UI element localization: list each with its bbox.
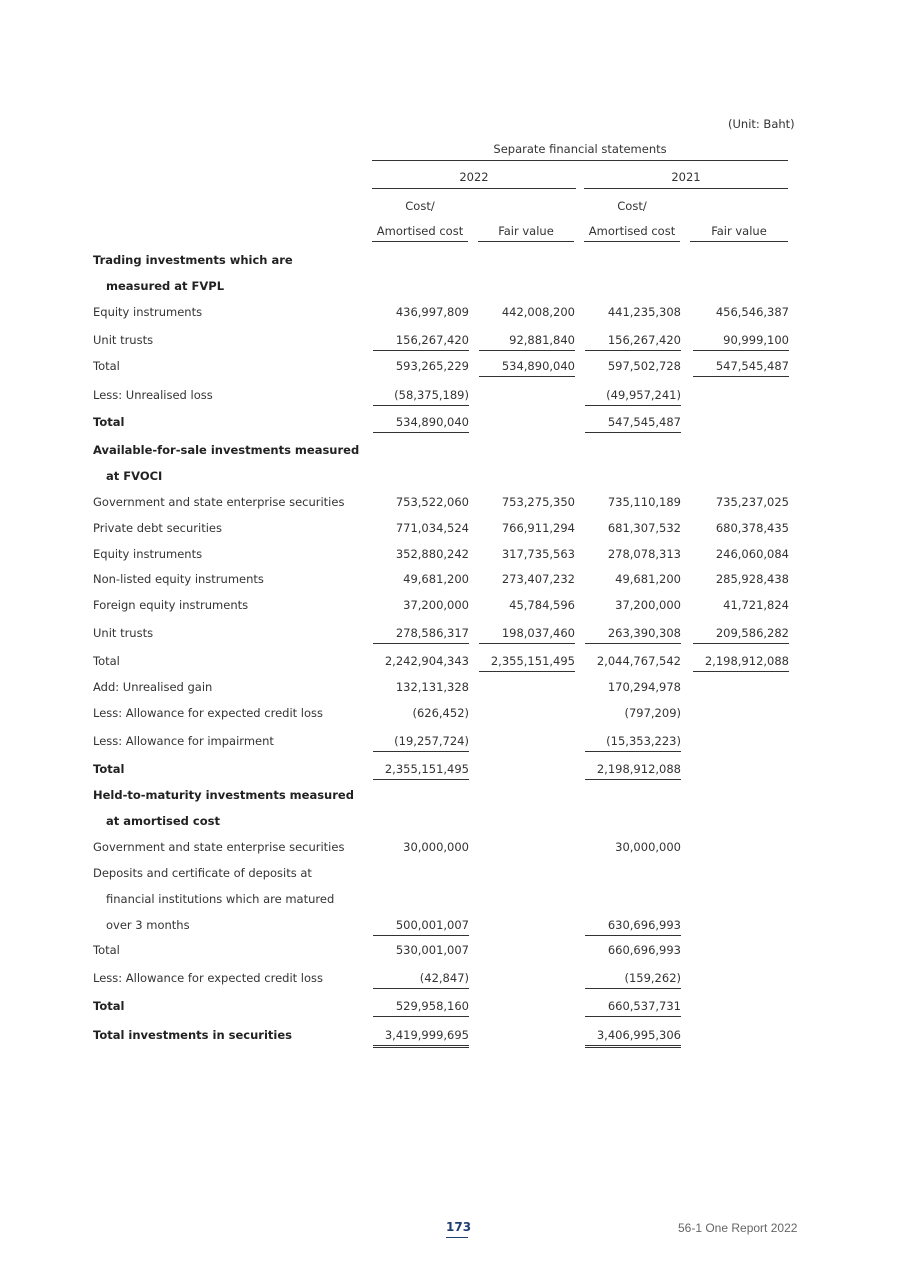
row-label: Total: [93, 762, 125, 776]
table-cell: (626,452): [412, 706, 469, 720]
table-cell: 37,200,000: [403, 598, 469, 612]
row-label: Trading investments which are: [93, 253, 293, 267]
table-cell: 500,001,007: [373, 918, 469, 936]
col-header-fair-2021: Fair value: [711, 224, 767, 238]
table-cell: 2,242,904,343: [384, 654, 469, 668]
table-cell: 49,681,200: [615, 572, 681, 586]
table-cell: 30,000,000: [615, 840, 681, 854]
table-cell: 766,911,294: [501, 521, 575, 535]
table-cell: 45,784,596: [509, 598, 575, 612]
table-cell: 41,721,824: [723, 598, 789, 612]
row-label: Less: Unrealised loss: [93, 388, 213, 402]
statement-rule: [372, 160, 788, 161]
year-2021-rule: [584, 188, 788, 189]
table-cell: 441,235,308: [607, 305, 681, 319]
table-cell: 90,999,100: [693, 333, 789, 351]
table-cell: 534,890,040: [479, 359, 575, 377]
row-label: Total: [93, 654, 120, 668]
table-cell: (42,847): [373, 971, 469, 989]
table-cell: 442,008,200: [501, 305, 575, 319]
row-label: Total: [93, 943, 120, 957]
table-cell: 2,355,151,495: [479, 654, 575, 672]
row-label: Government and state enterprise securities: [93, 495, 345, 509]
table-cell: 132,131,328: [395, 680, 469, 694]
table-cell: (49,957,241): [585, 388, 681, 406]
table-cell: 753,522,060: [395, 495, 469, 509]
row-label: Total: [93, 999, 125, 1013]
table-cell: 2,198,912,088: [693, 654, 789, 672]
table-cell: 170,294,978: [607, 680, 681, 694]
table-cell: 3,419,999,695: [373, 1028, 469, 1048]
table-cell: (797,209): [624, 706, 681, 720]
table-cell: (159,262): [585, 971, 681, 989]
table-cell: 593,265,229: [395, 359, 469, 373]
table-cell: 534,890,040: [373, 415, 469, 433]
row-label: Equity instruments: [93, 547, 203, 561]
table-cell: (19,257,724): [373, 734, 469, 752]
row-label: Held-to-maturity investments measured: [93, 788, 354, 802]
table-cell: 285,928,438: [715, 572, 789, 586]
table-cell: 753,275,350: [501, 495, 575, 509]
table-cell: 198,037,460: [479, 626, 575, 644]
row-label: Less: Allowance for impairment: [93, 734, 274, 748]
table-cell: 37,200,000: [615, 598, 681, 612]
table-cell: 530,001,007: [395, 943, 469, 957]
table-cell: 246,060,084: [715, 547, 789, 561]
row-label: measured at FVPL: [106, 279, 225, 293]
unit-label: (Unit: Baht): [728, 117, 795, 131]
row-label: Unit trusts: [93, 333, 154, 347]
year-2021: 2021: [671, 170, 701, 184]
table-cell: 660,696,993: [607, 943, 681, 957]
col-rule-3: [584, 241, 680, 242]
table-cell: 529,958,160: [373, 999, 469, 1017]
report-name: 56-1 One Report 2022: [678, 1221, 798, 1235]
row-label: Foreign equity instruments: [93, 598, 249, 612]
table-cell: 2,355,151,495: [373, 762, 469, 780]
row-label: Unit trusts: [93, 626, 154, 640]
table-cell: 547,545,487: [585, 415, 681, 433]
col-header-fair-2022: Fair value: [498, 224, 554, 238]
col-rule-2: [478, 241, 574, 242]
row-label: at amortised cost: [106, 814, 220, 828]
table-cell: (58,375,189): [373, 388, 469, 406]
row-label: Total: [93, 415, 125, 429]
col-rule-4: [690, 241, 788, 242]
table-cell: 456,546,387: [715, 305, 789, 319]
table-cell: 660,537,731: [585, 999, 681, 1017]
table-cell: 630,696,993: [585, 918, 681, 936]
table-cell: 681,307,532: [607, 521, 681, 535]
row-label: Private debt securities: [93, 521, 222, 535]
table-cell: 597,502,728: [607, 359, 681, 373]
table-cell: 2,044,767,542: [596, 654, 681, 668]
table-cell: 30,000,000: [403, 840, 469, 854]
statement-title: Separate financial statements: [493, 142, 667, 156]
table-cell: 49,681,200: [403, 572, 469, 586]
table-cell: 278,078,313: [607, 547, 681, 561]
page-number-rule: [446, 1237, 468, 1238]
col-rule-1: [372, 241, 468, 242]
row-label: financial institutions which are matured: [106, 892, 335, 906]
row-label: Deposits and certificate of deposits at: [93, 866, 312, 880]
year-2022: 2022: [459, 170, 489, 184]
col-header-cost-2021: Cost/: [617, 199, 647, 213]
row-label: Total investments in securities: [93, 1028, 292, 1042]
table-cell: 547,545,487: [693, 359, 789, 377]
row-label: Less: Allowance for expected credit loss: [93, 971, 324, 985]
col-header-amortised-2022: Amortised cost: [376, 224, 464, 238]
table-cell: 735,110,189: [607, 495, 681, 509]
col-header-cost-2022: Cost/: [405, 199, 435, 213]
table-cell: 771,034,524: [395, 521, 469, 535]
table-cell: 156,267,420: [585, 333, 681, 351]
row-label: Equity instruments: [93, 305, 203, 319]
table-cell: 317,735,563: [501, 547, 575, 561]
year-2022-rule: [372, 188, 576, 189]
row-label: at FVOCI: [106, 469, 163, 483]
col-header-amortised-2021: Amortised cost: [588, 224, 676, 238]
table-cell: 156,267,420: [373, 333, 469, 351]
row-label: over 3 months: [106, 918, 190, 932]
table-cell: 92,881,840: [479, 333, 575, 351]
table-cell: 436,997,809: [395, 305, 469, 319]
row-label: Total: [93, 359, 120, 373]
table-cell: 2,198,912,088: [585, 762, 681, 780]
table-cell: 352,880,242: [395, 547, 469, 561]
table-cell: 278,586,317: [373, 626, 469, 644]
page-number: 173: [446, 1220, 472, 1234]
row-label: Less: Allowance for expected credit loss: [93, 706, 324, 720]
table-cell: 209,586,282: [693, 626, 789, 644]
table-cell: 3,406,995,306: [585, 1028, 681, 1048]
row-label: Available-for-sale investments measured: [93, 443, 360, 457]
row-label: Non-listed equity instruments: [93, 572, 264, 586]
table-cell: 263,390,308: [585, 626, 681, 644]
table-cell: 680,378,435: [715, 521, 789, 535]
row-label: Add: Unrealised gain: [93, 680, 213, 694]
table-cell: 273,407,232: [501, 572, 575, 586]
table-cell: 735,237,025: [715, 495, 789, 509]
table-cell: (15,353,223): [585, 734, 681, 752]
row-label: Government and state enterprise securities: [93, 840, 345, 854]
